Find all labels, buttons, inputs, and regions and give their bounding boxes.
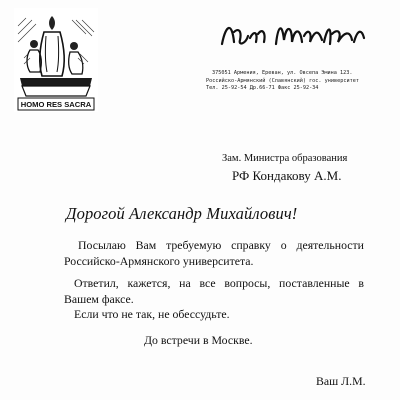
address-line: 375051 Армения, Ереван, ул. Овсепа Эмина 123. <box>212 70 353 76</box>
body-paragraph: До встречи в Москве. <box>144 332 253 347</box>
salutation: Дорогой Александр Михайлович! <box>66 204 298 223</box>
body-paragraph: Если что не так, не обессудьте. <box>74 307 230 322</box>
institution-line: Российско-Армянский (Славянский) гос. университет <box>206 77 360 84</box>
university-logo <box>12 6 100 114</box>
letterhead-address <box>206 70 386 93</box>
letter-body <box>64 238 364 349</box>
body-paragraph: Посылаю Вам требуемую справку о деятельности Российско-Армянского университета. <box>64 238 364 268</box>
recipient-position: Зам. Министра образования <box>222 153 348 164</box>
phone-line: Тел. 25-92-54 Др.66-71 Факс 25-92-34 <box>206 85 319 92</box>
logo-motto: HOMO RES SACRA <box>20 100 92 109</box>
recipient-name: РФ Кондакову А.М. <box>232 168 342 183</box>
logo-engraving-icon <box>12 6 100 114</box>
closing-signature: Ваш Л.М. <box>316 374 366 388</box>
recipient-block <box>222 152 392 185</box>
letterhead-signature-name <box>218 14 368 54</box>
body-paragraph: Ответил, кажется, на все вопросы, поставленные в Вашем факсе. <box>64 276 364 306</box>
